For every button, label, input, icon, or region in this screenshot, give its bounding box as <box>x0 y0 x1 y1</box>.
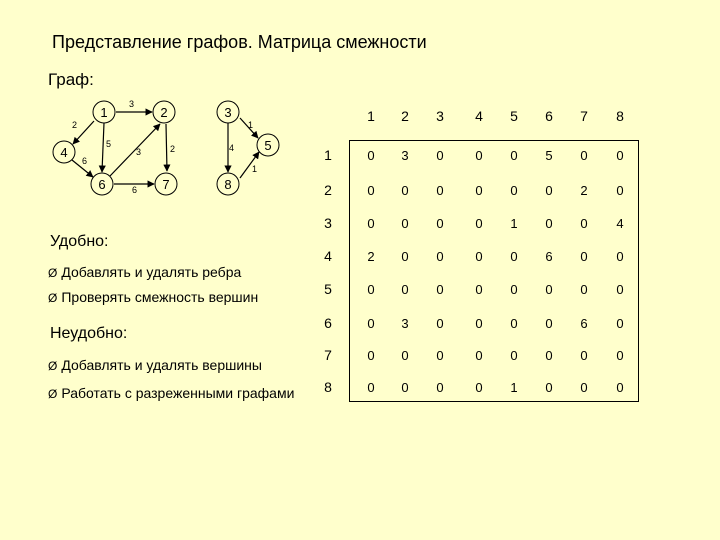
matrix-cell: 0 <box>616 282 624 297</box>
matrix-cell: 0 <box>475 183 483 198</box>
matrix-cell: 0 <box>401 348 409 363</box>
matrix-cell: 0 <box>580 148 588 163</box>
matrix-cell: 0 <box>436 316 444 331</box>
matrix-row-header: 5 <box>324 281 332 297</box>
matrix-cell: 0 <box>436 380 444 395</box>
svg-text:8: 8 <box>224 177 232 192</box>
matrix-cell: 0 <box>367 216 375 231</box>
matrix-cell: 0 <box>475 380 483 395</box>
pros-item-text: Проверять смежность вершин <box>61 289 259 305</box>
svg-text:1: 1 <box>100 105 108 120</box>
matrix-cell: 0 <box>510 183 518 198</box>
cons-item <box>48 385 294 401</box>
matrix-cell: 0 <box>475 249 483 264</box>
matrix-cell: 0 <box>616 380 624 395</box>
matrix-cell: 0 <box>401 183 409 198</box>
matrix-row-header: 7 <box>324 347 332 363</box>
matrix-cell: 0 <box>475 348 483 363</box>
matrix-cell: 0 <box>580 348 588 363</box>
svg-text:7: 7 <box>162 177 170 192</box>
matrix-cell: 6 <box>580 316 588 331</box>
edge-6-2 <box>110 124 160 176</box>
matrix-cell: 5 <box>545 148 553 163</box>
matrix-cell: 0 <box>401 249 409 264</box>
edge-weight: 1 <box>248 120 254 130</box>
node-7 <box>155 173 177 195</box>
matrix-cell: 0 <box>510 348 518 363</box>
pros-heading: Удобно: <box>50 233 109 250</box>
cons-item-text: Добавлять и удалять вершины <box>61 357 262 373</box>
page-title: Представление графов. Матрица смежности <box>52 32 427 52</box>
node-4 <box>53 141 75 163</box>
matrix-cell: 3 <box>401 148 409 163</box>
matrix-col-header: 1 <box>367 108 375 124</box>
matrix-row-header: 6 <box>324 315 332 331</box>
matrix-cell: 0 <box>545 348 553 363</box>
bullet-arrow-icon: Ø <box>48 387 58 401</box>
matrix-cell: 0 <box>436 216 444 231</box>
matrix-row-header: 8 <box>324 379 332 395</box>
matrix-cell: 0 <box>510 148 518 163</box>
matrix-cell: 1 <box>510 216 518 231</box>
edge-weight: 6 <box>82 156 88 166</box>
matrix-row-header: 2 <box>324 182 332 198</box>
matrix-cell: 0 <box>367 380 375 395</box>
bullet-arrow-icon: Ø <box>48 266 58 280</box>
matrix-col-header: 5 <box>510 108 518 124</box>
matrix-cell: 1 <box>510 380 518 395</box>
svg-text:3: 3 <box>224 105 232 120</box>
node-1 <box>93 101 115 123</box>
matrix-cell: 0 <box>545 316 553 331</box>
matrix-cell: 0 <box>475 316 483 331</box>
matrix-cell: 6 <box>545 249 553 264</box>
cons-item-text: Работать с разреженными графами <box>61 385 295 401</box>
matrix-cell: 0 <box>367 148 375 163</box>
matrix-cell: 0 <box>367 282 375 297</box>
svg-text:4: 4 <box>60 145 68 160</box>
matrix-cell: 0 <box>475 148 483 163</box>
matrix-cell: 0 <box>401 380 409 395</box>
matrix-cell: 0 <box>545 216 553 231</box>
matrix-cell: 0 <box>367 316 375 331</box>
matrix-cell: 0 <box>436 148 444 163</box>
matrix-col-header: 3 <box>436 108 444 124</box>
node-3 <box>217 101 239 123</box>
matrix-row-header: 4 <box>324 248 332 264</box>
node-6 <box>91 173 113 195</box>
matrix-col-header: 7 <box>580 108 588 124</box>
matrix-cell: 0 <box>510 249 518 264</box>
edge-2-7 <box>166 124 167 171</box>
node-8 <box>217 173 239 195</box>
edge-weight: 2 <box>72 120 78 130</box>
edge-weight: 3 <box>129 99 135 109</box>
pros-item <box>48 289 258 305</box>
matrix-cell: 4 <box>616 216 624 231</box>
matrix-cell: 0 <box>545 380 553 395</box>
matrix-cell: 0 <box>616 183 624 198</box>
adjacency-matrix <box>349 140 639 402</box>
matrix-cell: 0 <box>436 249 444 264</box>
matrix-row-header: 1 <box>324 147 332 163</box>
svg-text:5: 5 <box>264 138 272 153</box>
matrix-cell: 0 <box>475 282 483 297</box>
graph-label: Граф: <box>48 70 94 89</box>
matrix-col-header: 8 <box>616 108 624 124</box>
edge-weight: 3 <box>136 147 142 157</box>
edge-1-6 <box>102 123 104 172</box>
cons-heading: Неудобно: <box>50 325 128 342</box>
matrix-cell: 0 <box>616 316 624 331</box>
matrix-cell: 0 <box>367 348 375 363</box>
svg-text:2: 2 <box>160 105 168 120</box>
pros-item-text: Добавлять и удалять ребра <box>61 264 242 280</box>
edge-weight: 6 <box>132 185 138 195</box>
matrix-cell: 0 <box>616 348 624 363</box>
matrix-cell: 0 <box>580 282 588 297</box>
matrix-cell: 2 <box>367 249 375 264</box>
matrix-cell: 0 <box>580 380 588 395</box>
matrix-cell: 0 <box>436 183 444 198</box>
edge-weight: 1 <box>252 164 258 174</box>
matrix-cell: 0 <box>545 282 553 297</box>
matrix-cell: 2 <box>580 183 588 198</box>
matrix-cell: 0 <box>616 249 624 264</box>
matrix-cell: 0 <box>545 183 553 198</box>
pros-item <box>48 264 241 280</box>
svg-text:6: 6 <box>98 177 106 192</box>
matrix-col-header: 6 <box>545 108 553 124</box>
node-2 <box>153 101 175 123</box>
node-5 <box>257 134 279 156</box>
edge-weight: 2 <box>170 144 176 154</box>
matrix-cell: 3 <box>401 316 409 331</box>
edge-weight: 4 <box>229 143 235 153</box>
matrix-cell: 0 <box>580 216 588 231</box>
matrix-cell: 0 <box>510 282 518 297</box>
edge-weight: 5 <box>106 139 112 149</box>
cons-item <box>48 357 262 373</box>
matrix-col-header: 2 <box>401 108 409 124</box>
matrix-cell: 0 <box>401 216 409 231</box>
matrix-cell: 0 <box>475 216 483 231</box>
matrix-cell: 0 <box>510 316 518 331</box>
matrix-col-header: 4 <box>475 108 483 124</box>
bullet-arrow-icon: Ø <box>48 359 58 373</box>
bullet-arrow-icon: Ø <box>48 291 58 305</box>
matrix-cell: 0 <box>436 348 444 363</box>
matrix-cell: 0 <box>401 282 409 297</box>
matrix-cell: 0 <box>436 282 444 297</box>
matrix-cell: 0 <box>367 183 375 198</box>
matrix-cell: 0 <box>580 249 588 264</box>
matrix-row-header: 3 <box>324 215 332 231</box>
matrix-cell: 0 <box>616 148 624 163</box>
